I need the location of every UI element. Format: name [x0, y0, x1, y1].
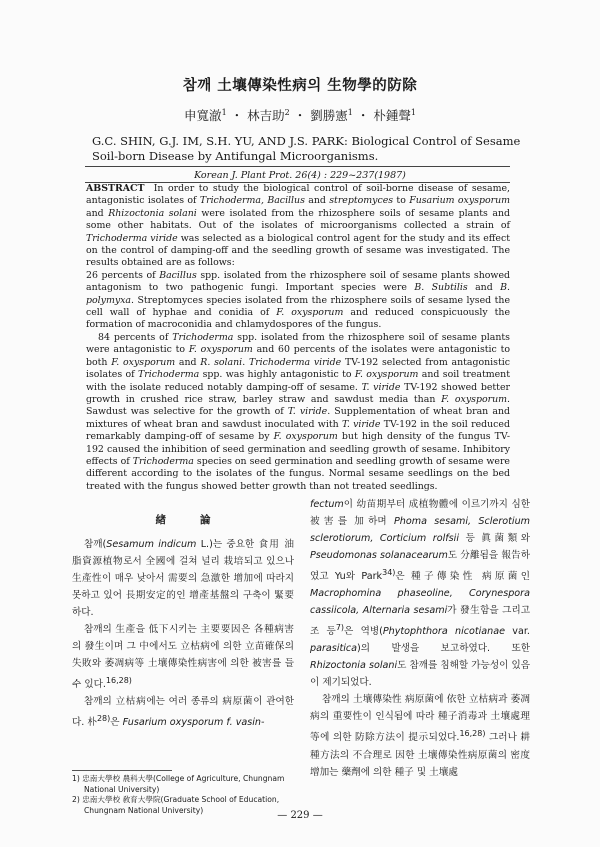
journal-citation: Korean J. Plant Prot. 26(4) : 229~237(1987) — [194, 170, 406, 181]
author-separator: ・ — [293, 108, 307, 123]
body-column-left — [72, 512, 294, 731]
body-paragraph: 참깨의 生產을 低下시키는 主要要因은 各種病害의 發生이며 그 中에서도 立枯病에 의한 立苗確保의 失敗와 萎凋病等 土壤傳染性病害에 의한 被害를 들 수 있다.$^{16,28)}$ — [72, 624, 294, 691]
author-separator: ・ — [356, 108, 370, 123]
page-title: 참깨 土壤傳染性病의 生物學的防除 — [182, 77, 418, 94]
author-affiliation-mark: 1 — [221, 107, 227, 117]
footnote: 2) 忠南大學校 敎育大學院(Graduate School of Education, Chungnam National University) — [72, 795, 280, 815]
author-affiliation-mark: 1 — [347, 107, 353, 117]
author-name: 朴鍾聲 — [373, 108, 411, 123]
english-author-line: G.C. SHIN, G.J. IM, S.H. YU, AND J.S. PARK: — [92, 134, 348, 148]
footnote-rule — [72, 770, 172, 771]
korean-author-line — [0, 106, 600, 124]
author-name: 劉勝憲 — [310, 108, 348, 123]
body-paragraph: 참깨(Sesamum indicum L.)는 중요한 食用 油脂資源植物로서 全國에 걸쳐 널리 栽培되고 있으나 生產性이 매우 낮아서 需要의 急激한 增加에 따라지 못하고 있어 長期安定的인 增產基盤의 구축이 緊要하다. — [72, 539, 294, 618]
english-title-block — [92, 134, 522, 164]
body-column-right — [310, 496, 530, 781]
citation-top-rule — [85, 166, 510, 167]
author-affiliation-mark: 2 — [284, 107, 290, 117]
english-title: Biological Control of Sesame Soil-born Disease by Antifungal Microorganisms. — [92, 134, 521, 163]
abstract — [86, 183, 510, 493]
body-paragraph: 참깨의 土壤傳染性 病原菌에 依한 立枯病과 萎凋病의 重要性이 인식됨에 따라 種子消毒과 土壤處理 等에 의한 防除方法이 提示되었다.$^{16,28)}$ 그러나 耕種方法의 不合理로 因한 土壤傳染性病原菌의 密度增加는 藥劑에 의한 種子 및 土壤處 — [310, 694, 531, 778]
abstract-paragraph: 26 percents of Bacillus spp. isolated from the rhizosphere soil of sesame plants showed antagonism to two pathogenic fungi. Important species were B. Subtilis and B. polymyxa. Streptomyces species isolated from the rhizosphere soils of sesame lysed the cell wall of hyphae and conidia of F. oxysporum and reduced conspicuously the formation of macroconidia and chlamydospores of the fungus. — [86, 269, 511, 331]
author-separator: ・ — [230, 108, 244, 123]
body-paragraph: fectum이 幼苗期부터 成植物體에 이르기까지 심한 被害를 加하며 Phoma sesami, Sclerotium sclerotiorum, Corticium rolfsii 등 眞菌類와 Pseudomonas solanacearum도 分離됨을 報告하였고 Yu와 Park$^{34)}$은 種子傳染性 病原菌인 Macrophomina phaseoline, Corynespora cassiicola, Alternaria sesami가 發生함을 그리고 조 등$^{7)}$은 역병(Phytophthora nicotianae var. parasitica)의 발생을 보고하였다. 또한 Rhizoctonia solani도 참깨를 침해할 가능성이 있음이 제기되었다. — [310, 499, 531, 689]
abstract-text: In order to study the biological control of soil-borne disease of sesame, antagonistic isolates of Trichoderma, Bacillus and streptomyces to Fusarium oxysporum and Rhizoctonia solani were isolated from the rhizosphere soils of sesame plants and some other habitats. Out of the isolates of microorganisms collected a strain of Trichoderma viride was selected as a biological control agent for the study and its effect on the control of damping-off and the seedling growth of sesame was investigated. The results obtained are as follows: — [86, 183, 510, 269]
page-number: — 229 — — [277, 810, 323, 821]
section-heading: 緖論 — [155, 514, 245, 526]
abstract-label: ABSTRACT — [86, 183, 145, 194]
footnote: 1) 忠南大學校 農科大學(College of Agriculture, Chungnam National University) — [72, 774, 285, 794]
author-name: 林吉助 — [247, 108, 285, 123]
abstract-paragraph — [86, 183, 510, 270]
abstract-paragraph: 84 percents of Trichoderma spp. isolated from the rhizosphere soil of sesame plants were antagonistic to F. oxysporum and 60 percents of the isolates were antagonistic to both F. oxysporum and R. solani. Trichoderma viride TV-192 selected from antagonistic isolates of Trichoderma spp. was highly antagonistic to F. oxysporum and soil treatment with the isolate reduced notably damping-off of sesame. T. viride TV-192 showed better growth in crushed rice straw, barley straw and sawdust media than F. oxysporum. Sawdust was selective for the growth of T. viride. Supplementation of wheat bran and mixtures of wheat bran and sawdust inoculated with T. viride TV-192 in the soil reduced remarkably damping-off of sesame by F. oxysporum but high density of the fungus TV-192 caused the inhibition of seed germination and seedling growth of sesame. Inhibitory effects of Trichoderma species on seed germination and seedling growth of sesame were different according to the isolates of the fungus. Normal sesame seedlings on the bed treated with the fungus showed better growth than not treated seedlings. — [86, 331, 510, 492]
author-affiliation-mark: 1 — [410, 107, 416, 117]
author-name: 申寬澈 — [184, 108, 222, 123]
body-paragraph: 참깨의 立枯病에는 여러 종류의 病原菌이 관여한다. 朴$^{28)}$은 Fusarium oxysporum f. vasin- — [72, 696, 294, 729]
